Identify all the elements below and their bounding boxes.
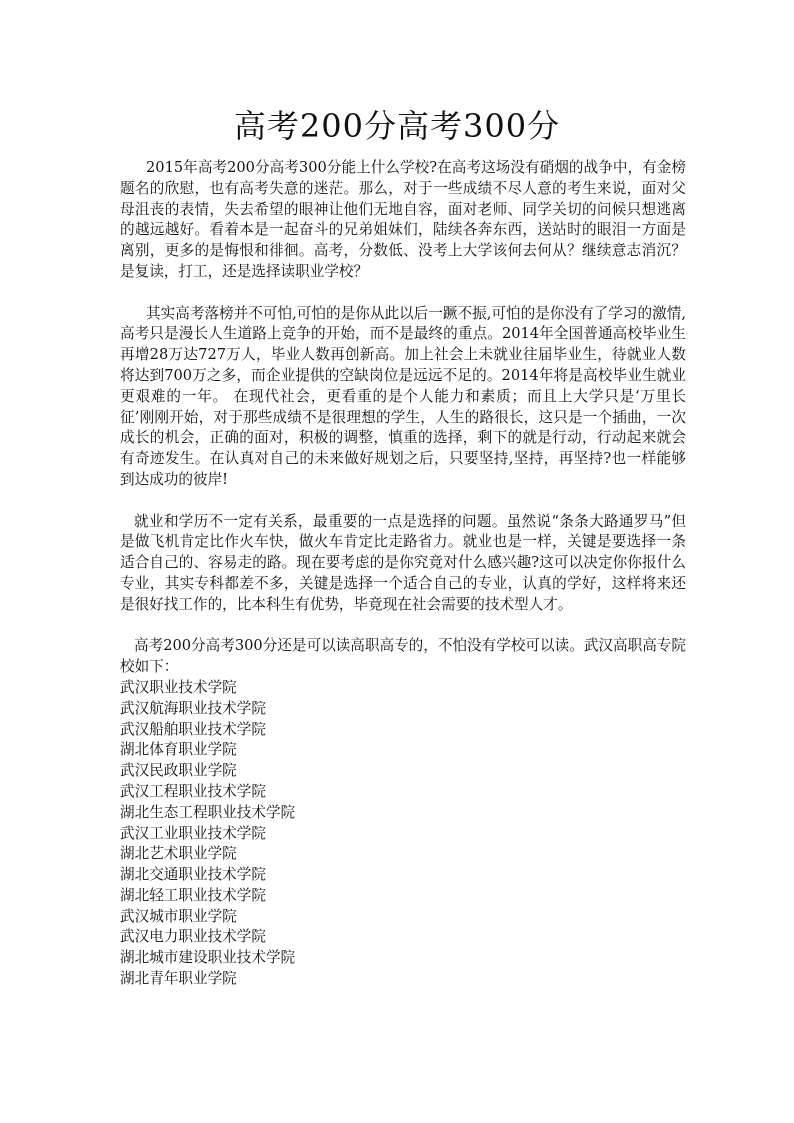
list-item: 武汉船舶职业技术学院 [120,720,266,738]
list-item: 湖北青年职业学院 [120,970,237,988]
list-item: 武汉电力职业技术学院 [120,928,266,946]
school-list [120,678,686,990]
list-item: 湖北体育职业学院 [120,741,237,759]
list-item: 武汉工业职业技术学院 [120,824,266,842]
document-body [120,158,686,990]
list-item: 武汉航海职业技术学院 [120,699,266,717]
list-item: 湖北城市建设职业技术学院 [120,949,296,967]
list-item: 武汉工程职业技术学院 [120,782,266,800]
list-item: 武汉职业技术学院 [120,678,237,696]
paragraph-not-afraid: 其实高考落榜并不可怕,可怕的是你从此以后一蹶不振,可怕的是你没有了学习的激情,高考只是漫长人生道路上竞争的开始，而不是最终的重点。2014年全国普通高校毕业生再增28万达727万人，毕业人数再创新高。加上社会上未就业往届毕业生，待就业人数将达到700万之多，而企业提供的空缺岗位是远远不足的。2014年将是高校毕业生就业更艰难的一年。 在现代社会，更看重的是个人能力和素质；而且上大学只是‘万里长征’刚刚开始，对于那些成绩不是很理想的学生，人生的路很长，这只是一个插曲，一次成长的机会，正确的面对，积极的调整，慎重的选择，剩下的就是行动，行动起来就会有奇迹发生。在认真对自己的未来做好规划之后，只要坚持,坚持，再坚持?也一样能够到达成功的彼岸! [120,304,686,488]
list-item: 湖北交通职业技术学院 [120,866,266,884]
list-item: 武汉城市职业学院 [120,907,237,925]
page-title: 高考200分高考300分 [233,107,561,145]
paragraph-schools-intro: 高考200分高考300分还是可以读高职高专的，不怕没有学校可以读。武汉高职高专院校如下： [120,637,686,676]
list-item: 武汉民政职业学院 [120,762,237,780]
list-item: 湖北艺术职业学院 [120,845,237,863]
paragraph-employment: 就业和学历不一定有关系，最重要的一点是选择的问题。虽然说“条条大路通罗马”但是做飞机肯定比作火车快，做火车肯定比走路省力。就业也是一样，关键是要选择一条适合自己的、容易走的路。现在要考虑的是你究竟对什么感兴趣?这可以决定你你报什么专业，其实专科都差不多，关键是选择一个适合自己的专业，认真的学好，这样将来还是很好找工作的，比本科生有优势，毕竟现在社会需要的技术型人才。 [120,512,686,613]
list-item: 湖北轻工职业技术学院 [120,886,266,904]
list-item: 湖北生态工程职业技术学院 [120,803,296,821]
paragraph-intro: 2015年高考200分高考300分能上什么学校?在高考这场没有硝烟的战争中，有金榜题名的欣慰，也有高考失意的迷茫。那么，对于一些成绩不尽人意的考生来说，面对父母沮丧的表情，失去希望的眼神让他们无地自容，面对老师、同学关切的问候只想逃离的越远越好。看着本是一起奋斗的兄弟姐妹们，陆续各奔东西，送站时的眼泪一方面是离别，更多的是悔恨和徘徊。高考，分数低、没考上大学该何去何从？继续意志消沉？是复读，打工，还是选择读职业学校？ [120,159,686,280]
